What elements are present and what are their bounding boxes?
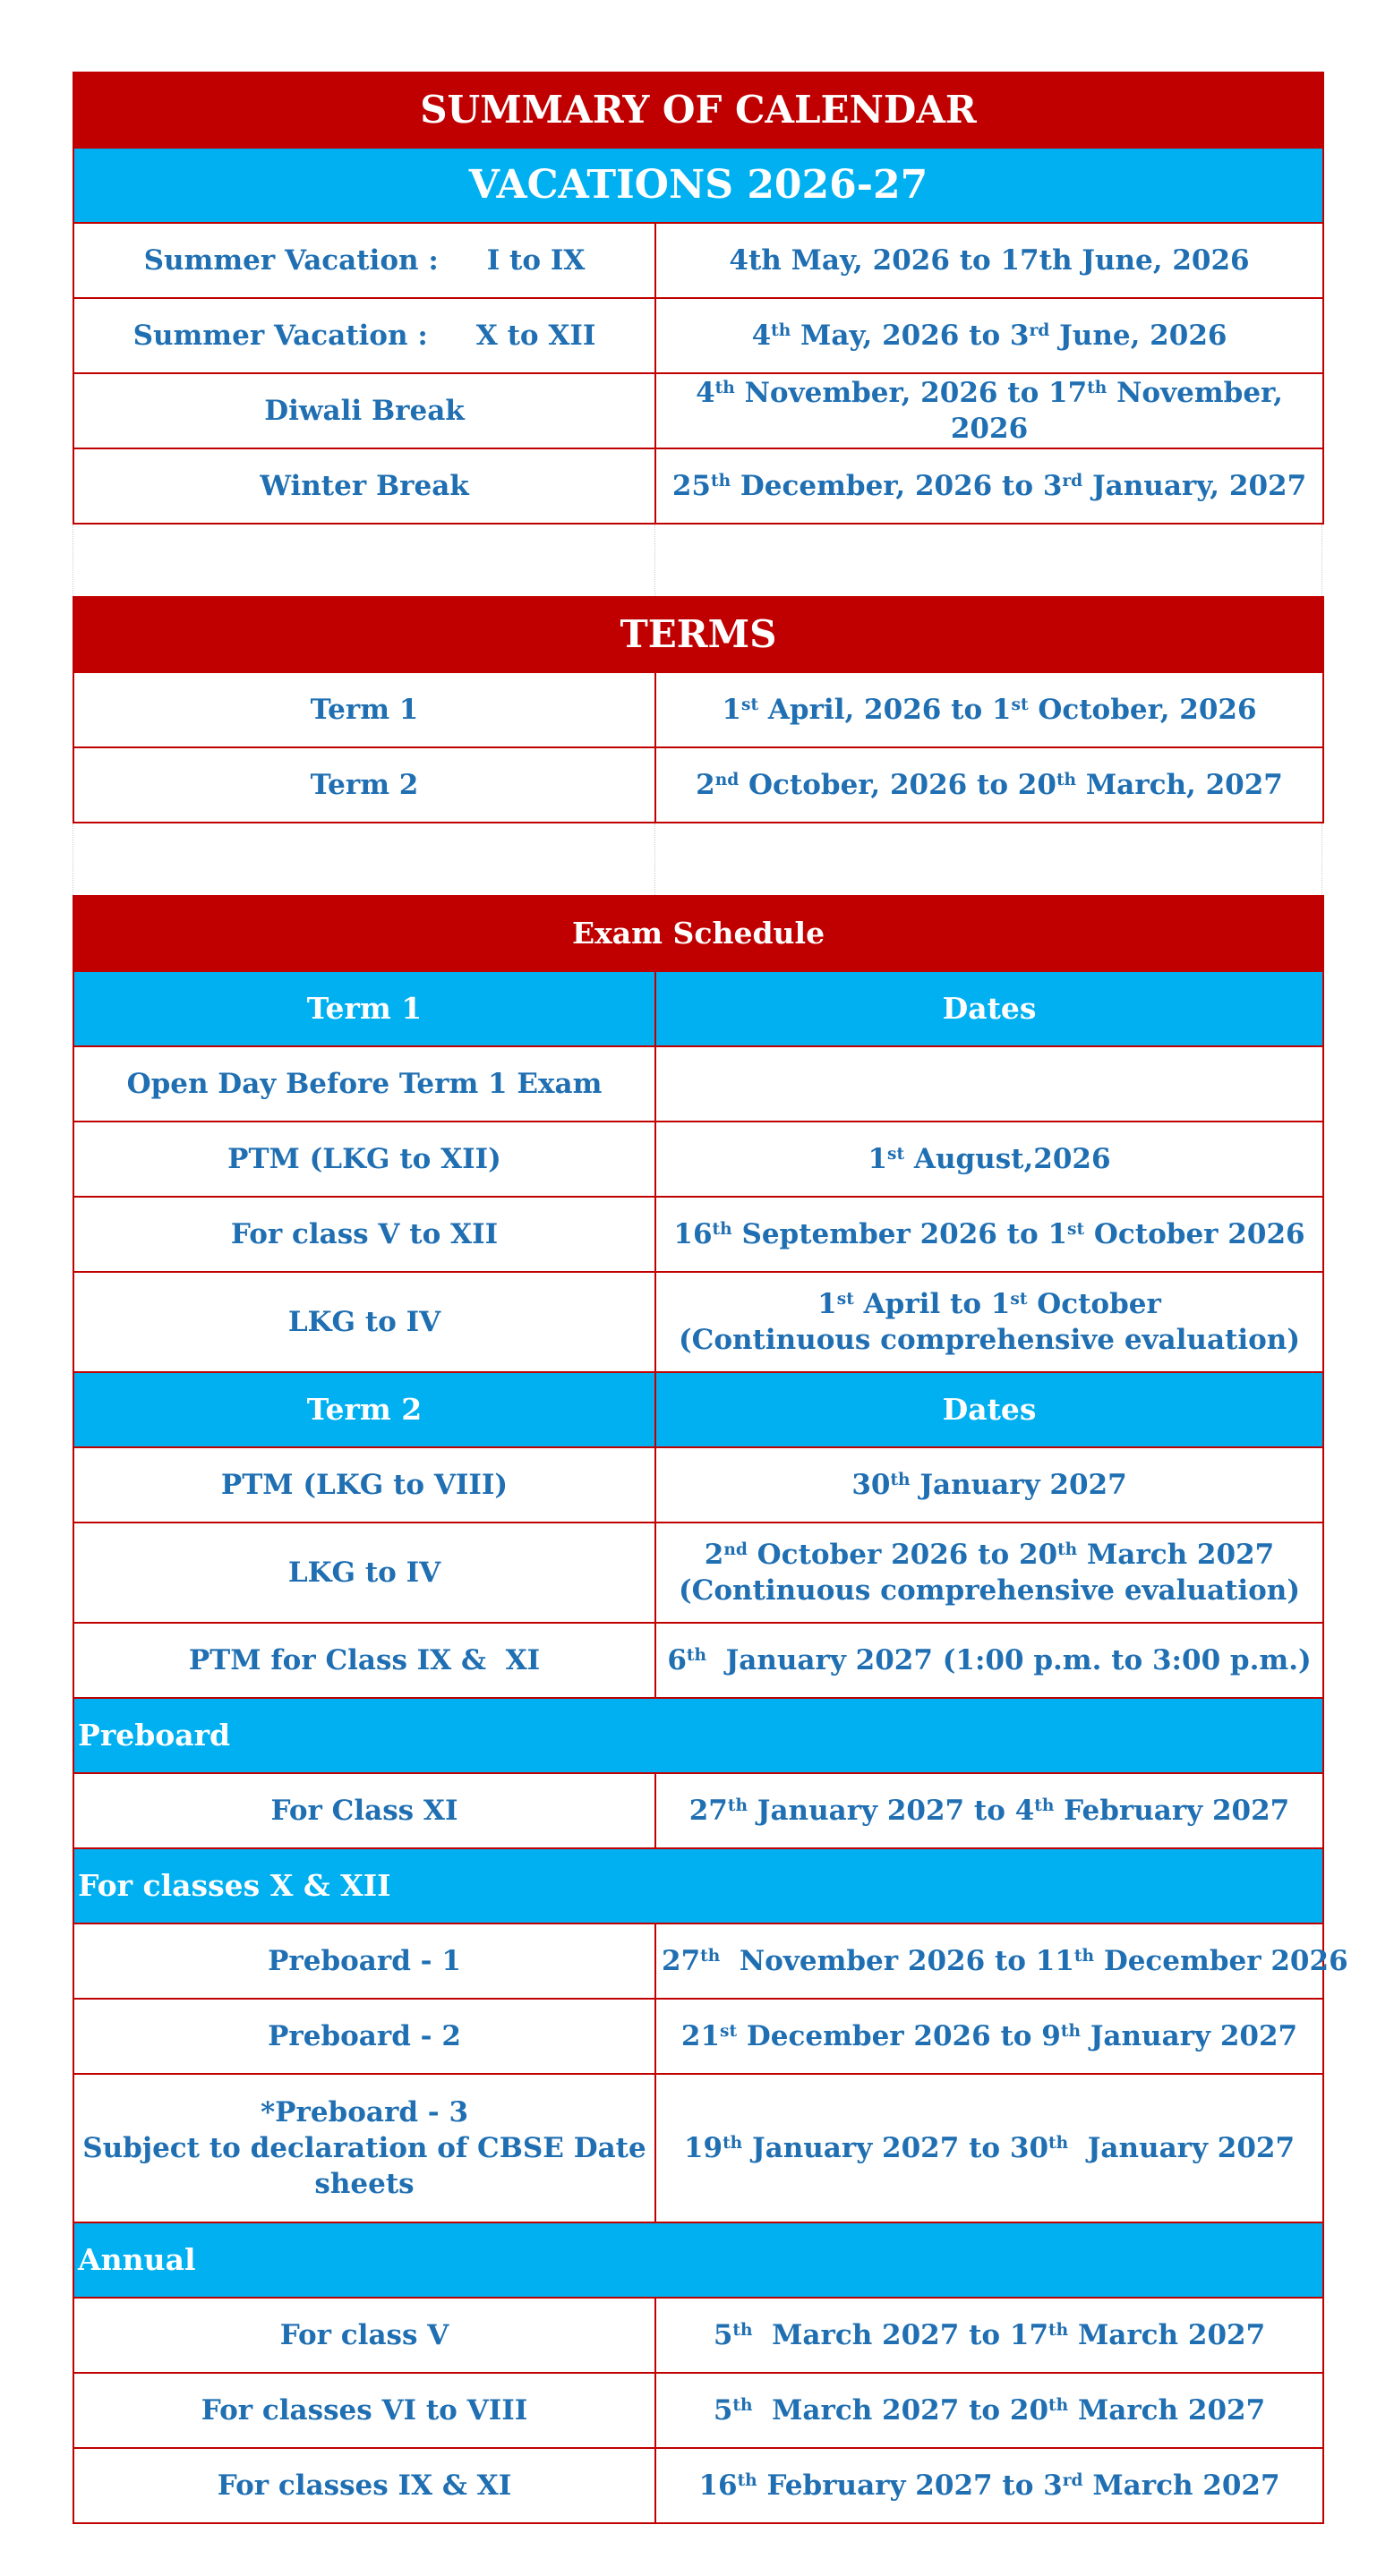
- row-label: Summer Vacation : I to IX: [73, 223, 655, 298]
- vacations-table: [73, 72, 1324, 525]
- row-date: 16th September 2026 to 1st October 2026: [655, 1197, 1323, 1272]
- cce-note: (Continuous comprehensive evaluation): [678, 1324, 1301, 1356]
- term2-dates-header: Dates: [655, 1372, 1323, 1447]
- table-row: [73, 1447, 1323, 1523]
- row-date: 19th January 2027 to 30th January 2027: [655, 2074, 1323, 2222]
- row-label: LKG to IV: [73, 1272, 655, 1372]
- row-label: Winter Break: [73, 448, 655, 524]
- cce-date-line: 1st April to 1st October: [817, 1288, 1161, 1320]
- row-date: 6th January 2027 (1:00 p.m. to 3:00 p.m.): [655, 1623, 1323, 1698]
- table-row: [73, 1122, 1323, 1197]
- row-label: Summer Vacation : X to XII: [73, 298, 655, 373]
- calendar-summary-page: [73, 72, 1348, 2524]
- row-date: 16th February 2027 to 3rd March 2027: [655, 2448, 1323, 2523]
- row-label: For Class XI: [73, 1773, 655, 1848]
- row-date: [655, 1046, 1323, 1122]
- row-label: Preboard - 1: [73, 1923, 655, 1999]
- table-row: [73, 1523, 1323, 1623]
- exam-schedule-table: [73, 895, 1348, 2524]
- row-label: For class V: [73, 2298, 655, 2373]
- row-label: Term 1: [73, 672, 655, 747]
- table-row: [73, 672, 1323, 747]
- row-label: PTM for Class IX & XI: [73, 1623, 655, 1698]
- table-row: [73, 2373, 1323, 2448]
- term1-dates-header: Dates: [655, 971, 1323, 1046]
- table-row: [73, 1197, 1323, 1272]
- row-date: 25th December, 2026 to 3rd January, 2027: [655, 448, 1323, 524]
- summary-title: SUMMARY OF CALENDAR: [73, 73, 1323, 148]
- terms-table: [73, 596, 1324, 823]
- table-row: [73, 2074, 1323, 2222]
- row-date: 5th March 2027 to 20th March 2027: [655, 2373, 1323, 2448]
- table-row: [73, 747, 1323, 823]
- terms-title: TERMS: [73, 597, 1323, 672]
- spacer: [73, 525, 1322, 596]
- row-date: 2nd October, 2026 to 20th March, 2027: [655, 747, 1323, 823]
- row-label: Preboard - 2: [73, 1999, 655, 2074]
- row-date: 4th May, 2026 to 3rd June, 2026: [655, 298, 1323, 373]
- table-row: [73, 1923, 1323, 1999]
- spacer: [73, 823, 1322, 895]
- row-label: Term 2: [73, 747, 655, 823]
- row-date: 21st December 2026 to 9th January 2027: [655, 1999, 1323, 2074]
- table-row: [73, 1999, 1323, 2074]
- row-date: 27th November 2026 to 11th December 2026: [655, 1923, 1323, 1999]
- vacations-title: VACATIONS 2026-27: [73, 148, 1323, 223]
- row-label: LKG to IV: [73, 1523, 655, 1623]
- row-label: [73, 2074, 655, 2222]
- table-row: [73, 298, 1323, 373]
- table-row: [73, 448, 1323, 524]
- row-date: 1st August,2026: [655, 1122, 1323, 1197]
- row-label: PTM (LKG to XII): [73, 1122, 655, 1197]
- term2-header: Term 2: [73, 1372, 655, 1447]
- classes-x-xii-header: For classes X & XII: [73, 1848, 1323, 1923]
- row-date: 4th May, 2026 to 17th June, 2026: [655, 223, 1323, 298]
- row-label: For classes IX & XI: [73, 2448, 655, 2523]
- exam-schedule-title: Exam Schedule: [73, 896, 1323, 971]
- table-row: [73, 223, 1323, 298]
- row-date: 5th March 2027 to 17th March 2027: [655, 2298, 1323, 2373]
- table-row: [73, 2448, 1323, 2523]
- row-date: 30th January 2027: [655, 1447, 1323, 1523]
- preboard3-note-cont: sheets: [314, 2168, 415, 2200]
- table-row: [73, 2298, 1323, 2373]
- table-row: [73, 1272, 1323, 1372]
- annual-header: Annual: [73, 2222, 1323, 2298]
- preboard-header: Preboard: [73, 1698, 1323, 1773]
- preboard3-title: *Preboard - 3: [260, 2096, 469, 2128]
- row-label: PTM (LKG to VIII): [73, 1447, 655, 1523]
- cce-note: (Continuous comprehensive evaluation): [678, 1574, 1301, 1607]
- row-label: Open Day Before Term 1 Exam: [73, 1046, 655, 1122]
- row-date: 27th January 2027 to 4th February 2027: [655, 1773, 1323, 1848]
- term1-header: Term 1: [73, 971, 655, 1046]
- table-row: [73, 373, 1323, 448]
- row-date: 1st April, 2026 to 1st October, 2026: [655, 672, 1323, 747]
- row-label: For class V to XII: [73, 1197, 655, 1272]
- table-row: [73, 1773, 1323, 1848]
- table-row: [73, 1046, 1323, 1122]
- row-date: [655, 1272, 1323, 1372]
- row-label: Diwali Break: [73, 373, 655, 448]
- row-date: 4th November, 2026 to 17th November, 2026: [655, 373, 1323, 448]
- preboard3-note: Subject to declaration of CBSE Date: [82, 2132, 646, 2164]
- table-row: [73, 1623, 1323, 1698]
- cce-date-line: 2nd October 2026 to 20th March 2027: [704, 1539, 1275, 1571]
- row-date: [655, 1523, 1323, 1623]
- row-label: For classes VI to VIII: [73, 2373, 655, 2448]
